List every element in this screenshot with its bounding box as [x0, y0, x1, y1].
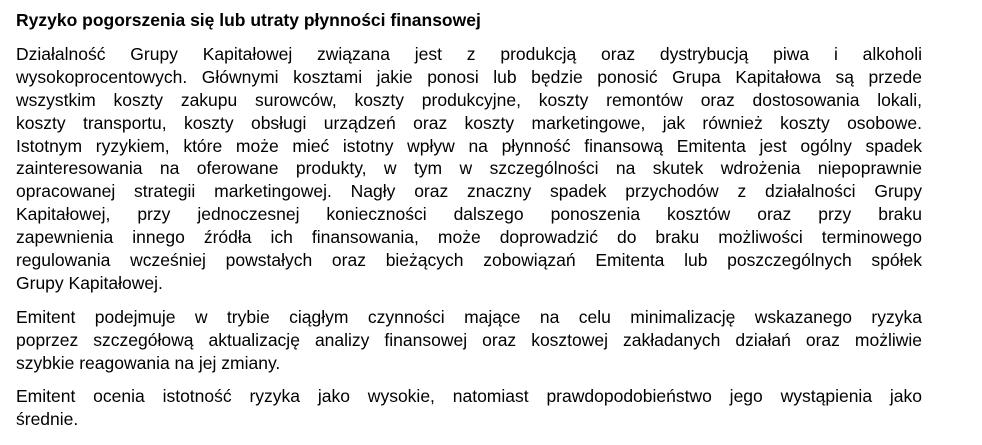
text-line: Emitent ocenia istotność ryzyka jako wysokie, natomiast prawdopodobieństwo jego wystąpienia jako [16, 386, 922, 407]
text-line: Istotnym ryzykiem, które może mieć istotny wpływ na płynność finansową Emitenta jest ogólny spadek [16, 135, 922, 156]
text-line: szybkie reagowania na jej zmiany. [16, 352, 281, 373]
text-line: wysokoprocentowych. Głównymi kosztami jakie ponosi lub będzie ponosić Grupa Kapitałowa są przede [16, 66, 922, 87]
text-line: Emitent podejmuje w trybie ciągłym czynności mające na celu minimalizację wskazanego ryzyka [16, 306, 922, 327]
text-line: średnie. [16, 409, 79, 430]
paragraph-mitigation [16, 306, 922, 375]
section-heading: Ryzyko pogorszenia się lub utraty płynności finansowej [16, 10, 481, 30]
text-line: Działalność Grupy Kapitałowej związana jest z produkcją oraz dystrybucją piwa i alkoholi [16, 44, 922, 64]
text-line: poprzez szczegółową aktualizację analizy finansowej oraz kosztowej zakładanych działań oraz możliwie [16, 329, 922, 350]
text-line: zainteresowania na oferowane produkty, w tym w szczególności na skutek wdrożenia niepoprawnie [16, 158, 922, 179]
text-line: regulowania wcześniej powstałych oraz bieżących zobowiązań Emitenta lub poszczególnych spółek [16, 250, 922, 271]
text-line: wszystkim koszty zakupu surowców, koszty produkcyjne, koszty remontów oraz dostosowania lokali, [16, 89, 922, 110]
text-line: zapewnienia innego źródła ich finansowania, może doprowadzić do braku możliwości terminowego [16, 227, 922, 248]
text-line: opracowanej strategii marketingowej. Nagły oraz znaczny spadek przychodów z działalności Grupy [16, 181, 922, 202]
document-section [16, 9, 922, 431]
text-line: Grupy Kapitałowej. [16, 272, 163, 293]
paragraph-assessment [16, 385, 922, 431]
paragraph-liquidity-risk [16, 43, 922, 295]
text-line: Kapitałowej, przy jednoczesnej konieczności dalszego ponoszenia kosztów oraz przy braku [16, 204, 922, 225]
text-line: koszty transportu, koszty obsługi urządzeń oraz koszty marketingowe, jak również koszty osobowe. [16, 112, 922, 133]
